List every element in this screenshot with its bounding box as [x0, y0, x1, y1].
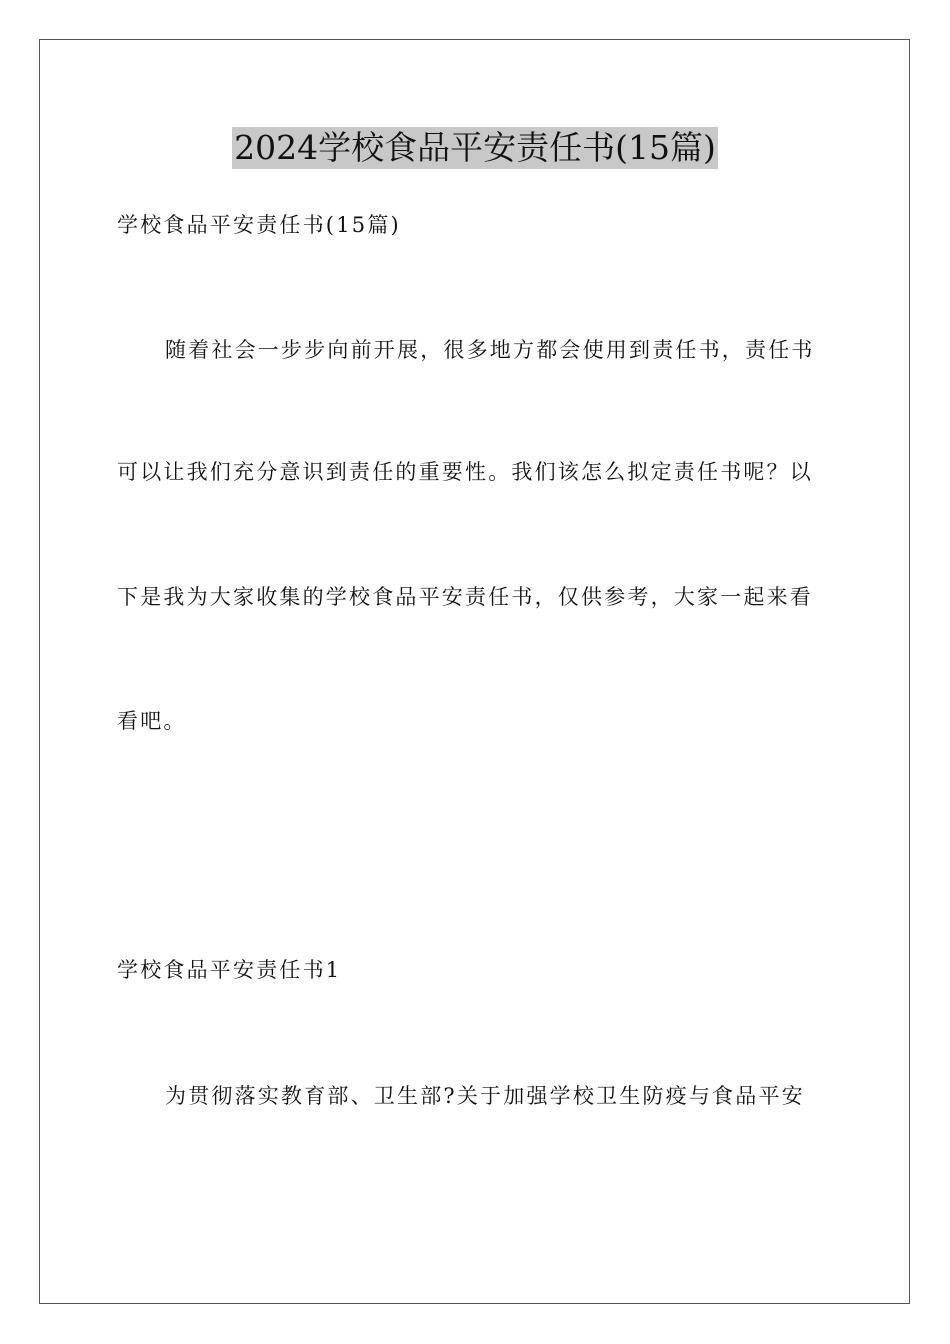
section-heading-1: 学校食品平安责任书1 [117, 958, 342, 982]
title-container [0, 127, 950, 169]
document-title: 2024学校食品平安责任书(15篇) [234, 128, 716, 167]
intro-line-3: 下是我为大家收集的学校食品平安责任书，仅供参考，大家一起来看 [117, 585, 813, 609]
document-subtitle: 学校食品平安责任书(15篇) [117, 213, 401, 237]
intro-line-4: 看吧。 [117, 709, 187, 733]
intro-line-2: 可以让我们充分意识到责任的重要性。我们该怎么拟定责任书呢？以 [117, 460, 813, 484]
intro-line-1: 随着社会一步步向前开展，很多地方都会使用到责任书，责任书 [165, 338, 815, 362]
section1-line-1: 为贯彻落实教育部、卫生部?关于加强学校卫生防疫与食品平安 [165, 1084, 805, 1108]
